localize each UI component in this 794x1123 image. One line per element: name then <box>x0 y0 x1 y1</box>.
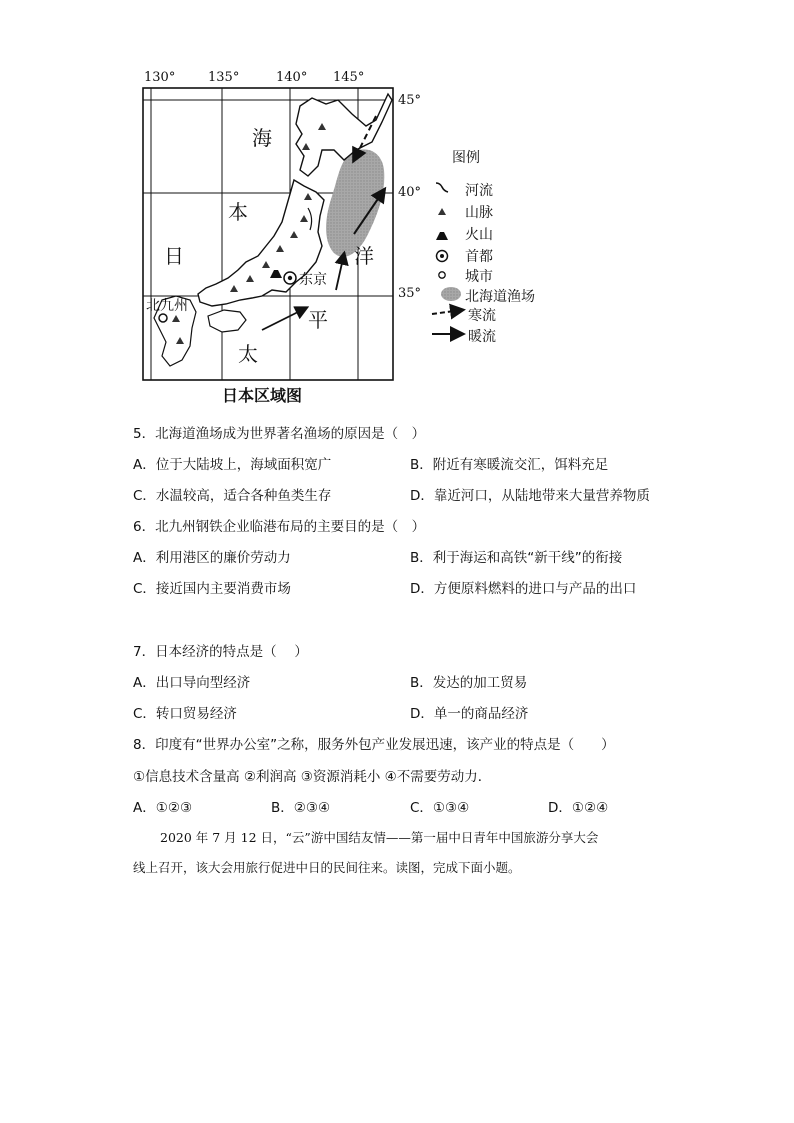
city-icon <box>439 272 445 278</box>
option-c[interactable]: C．接近国内主要消费市场 <box>133 581 291 597</box>
capital-icon <box>437 251 448 262</box>
sea-label-yang: 洋 <box>354 244 374 268</box>
cold-current-icon <box>432 310 462 314</box>
legend-label-volcano: 火山 <box>465 227 493 243</box>
option-b[interactable]: B．附近有寒暖流交汇，饵料充足 <box>410 457 609 473</box>
option-d[interactable]: D．单一的商品经济 <box>410 706 529 722</box>
legend-title: 图例 <box>452 150 480 166</box>
legend-icons <box>0 0 794 420</box>
lon-label-140: 140° <box>276 70 308 85</box>
legend-label-warm-current: 暖流 <box>468 329 496 345</box>
lon-label-145: 145° <box>333 70 365 85</box>
option-d[interactable]: D．①②④ <box>548 800 609 816</box>
sea-label-ri: 日 <box>164 244 184 268</box>
question-stem: 5．北海道渔场成为世界著名渔场的原因是（ ） <box>133 426 426 442</box>
lat-label-35: 35° <box>398 286 422 301</box>
legend-label-cold-current: 寒流 <box>468 308 496 324</box>
question-stem: 7．日本经济的特点是（ ） <box>133 644 308 660</box>
passage-line-1: 2020 年 7 月 12 日，“云”游中国结友情——第一届中日青年中国旅游分享大会 <box>160 830 599 845</box>
option-a[interactable]: A．利用港区的廉价劳动力 <box>133 550 291 566</box>
sea-label-ping: 平 <box>308 308 328 332</box>
option-a[interactable]: A．出口导向型经济 <box>133 675 251 691</box>
option-b[interactable]: B．利于海运和高铁“新干线”的衔接 <box>410 550 623 566</box>
legend-label-mountain: 山脉 <box>465 205 493 221</box>
option-b[interactable]: B．发达的加工贸易 <box>410 675 528 691</box>
question-stem: 6．北九州钢铁企业临港布局的主要目的是（ ） <box>133 519 426 535</box>
option-b[interactable]: B．②③④ <box>271 800 331 816</box>
legend-label-capital: 首都 <box>465 249 493 265</box>
river-icon <box>436 183 448 192</box>
sea-label-tai: 太 <box>238 342 258 366</box>
map-title: 日本区域图 <box>222 386 303 405</box>
legend-label-fishery: 北海道渔场 <box>465 289 535 305</box>
fishery-icon <box>441 287 461 301</box>
option-a[interactable]: A．①②③ <box>133 800 193 816</box>
mountain-icon <box>438 208 446 215</box>
legend-label-river: 河流 <box>465 183 493 199</box>
question-statements: ①信息技术含量高 ②利润高 ③资源消耗小 ④不需要劳动力． <box>133 769 492 785</box>
sea-label-hai: 海 <box>252 126 272 150</box>
lat-label-40: 40° <box>398 185 422 200</box>
option-c[interactable]: C．水温较高，适合各种鱼类生存 <box>133 488 332 504</box>
option-d[interactable]: D．方便原料燃料的进口与产品的出口 <box>410 581 637 597</box>
option-c[interactable]: C．①③④ <box>410 800 470 816</box>
legend-label-city: 城市 <box>465 269 493 285</box>
city-label-tokyo: 东京 <box>299 272 327 288</box>
city-label-kitakyushu: 北九州 <box>146 298 188 314</box>
lon-label-135: 135° <box>208 70 240 85</box>
question-stem: 8．印度有“世界办公室”之称，服务外包产业发展迅速，该产业的特点是（ ） <box>133 737 615 753</box>
passage-line-2: 线上召开，该大会用旅行促进中日的民间往来。读图，完成下面小题。 <box>133 860 521 875</box>
volcano-icon <box>436 232 448 240</box>
option-d[interactable]: D．靠近河口，从陆地带来大量营养物质 <box>410 488 650 504</box>
lat-label-45: 45° <box>398 93 422 108</box>
lon-label-130: 130° <box>144 70 176 85</box>
option-c[interactable]: C．转口贸易经济 <box>133 706 237 722</box>
option-a[interactable]: A．位于大陆坡上，海域面积宽广 <box>133 457 332 473</box>
sea-label-ben: 本 <box>228 200 248 224</box>
